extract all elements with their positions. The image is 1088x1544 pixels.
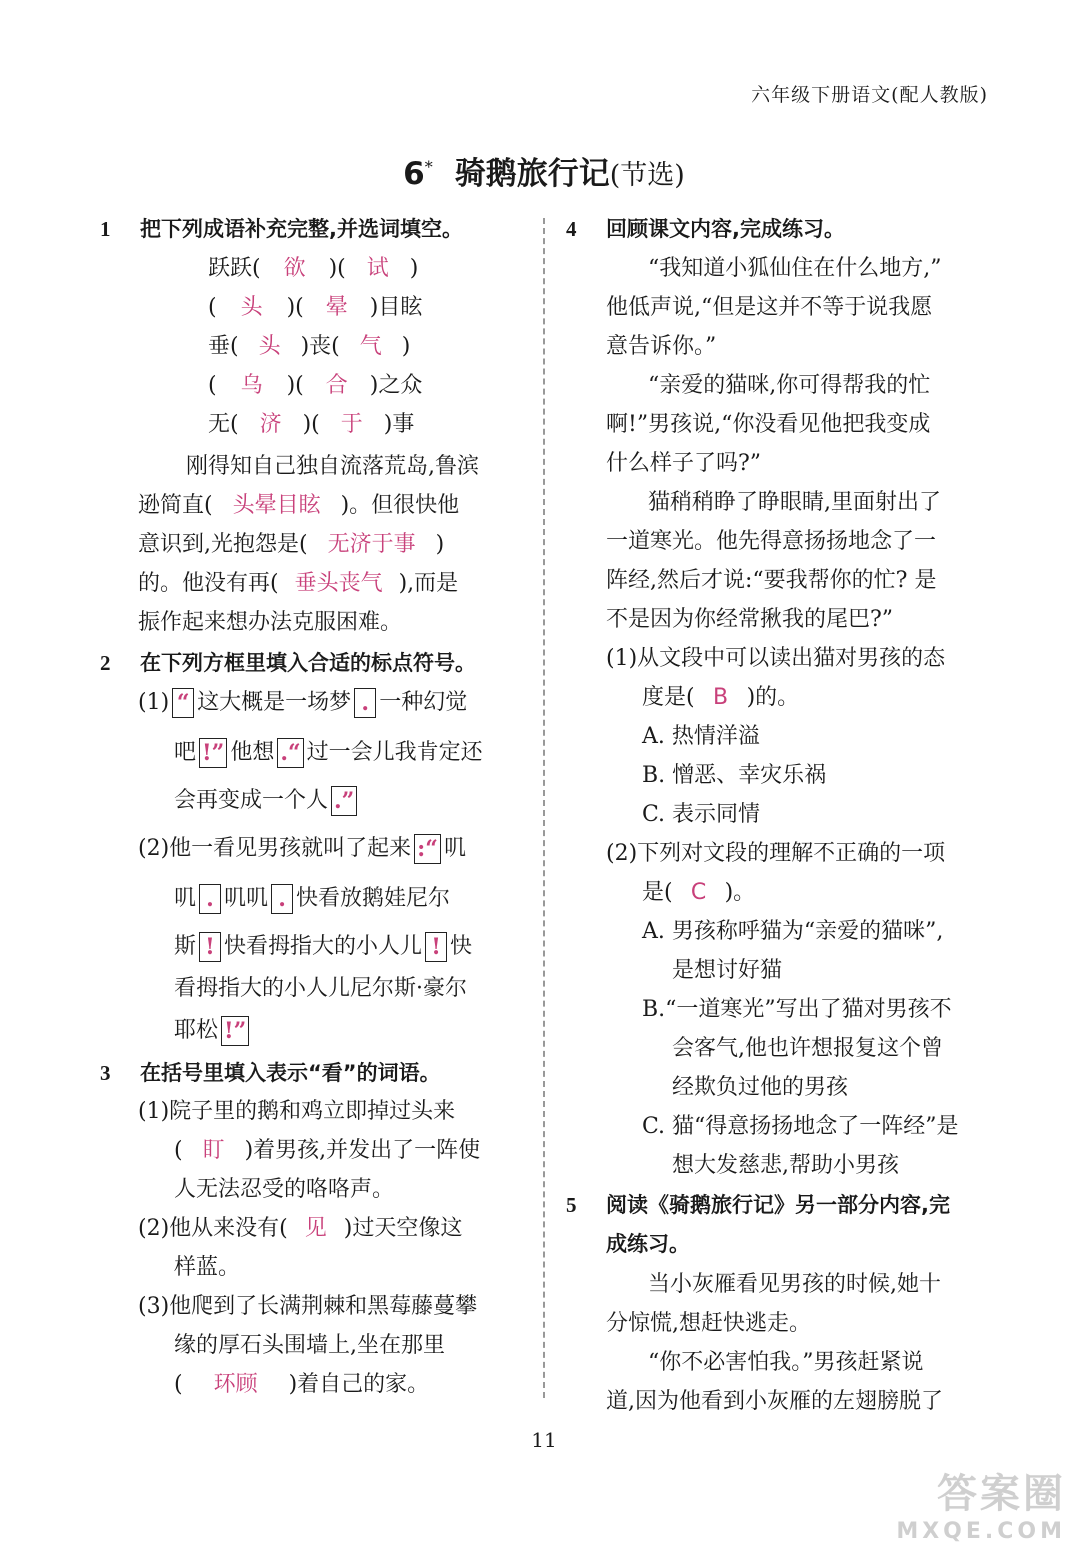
q5-heading-cont: 成练习。 xyxy=(606,1232,690,1256)
lesson-number: 6 xyxy=(403,156,425,192)
idiom-text: )目眩 xyxy=(369,295,423,320)
idiom-text: ) xyxy=(409,256,419,281)
column-divider xyxy=(543,218,545,1398)
fill-answer: 垂头丧气 xyxy=(294,571,383,596)
sentence-text: 快看拇指大的小人儿 xyxy=(224,934,423,959)
passage-line: “你不必害怕我。”男孩赶紧说 xyxy=(648,1350,924,1375)
idiom-answer: 济 xyxy=(259,412,282,437)
paragraph-text: )。但很快他 xyxy=(340,493,460,518)
page-number: 11 xyxy=(531,1428,557,1452)
choice-answer: B xyxy=(713,685,729,710)
sentence-text: 一种幻觉 xyxy=(379,690,468,715)
q2-line xyxy=(174,784,360,818)
paragraph-text: ) xyxy=(435,532,445,557)
q5-number: 5 xyxy=(566,1193,577,1217)
q2-line xyxy=(174,882,450,916)
punctuation-box xyxy=(271,884,293,914)
box-answer: “ xyxy=(176,690,190,716)
watermark-url: MXQE.COM xyxy=(896,1519,1066,1544)
idiom-text: )丧( xyxy=(300,334,340,359)
paragraph-text: 意识到,光抱怨是( xyxy=(138,532,308,557)
idiom-text: )( xyxy=(286,295,304,320)
box-answer: .“ xyxy=(280,740,301,766)
subquestion-line xyxy=(642,876,755,910)
q1-paragraph-line xyxy=(138,489,459,523)
q4-number: 4 xyxy=(566,217,577,241)
q2-line xyxy=(138,686,467,720)
q3-line xyxy=(174,1134,480,1168)
idiom-text: )( xyxy=(286,373,304,398)
q3-number: 3 xyxy=(100,1061,111,1085)
q1-number: 1 xyxy=(100,217,111,241)
fill-answer: 盯 xyxy=(202,1138,225,1163)
paragraph-text: 的。他没有再( xyxy=(138,571,279,596)
lesson-star: * xyxy=(424,157,433,177)
idiom-text: )( xyxy=(302,412,320,437)
fill-answer: 头晕目眩 xyxy=(232,493,321,518)
idiom-answer: 欲 xyxy=(283,256,306,281)
sentence-text: 斯 xyxy=(174,934,197,959)
sentence-text: )。 xyxy=(724,880,756,905)
fill-answer: 环顾 xyxy=(213,1372,258,1397)
sentence-text: 度是( xyxy=(642,685,695,710)
choice-answer: C xyxy=(690,880,707,905)
item-label: (1) xyxy=(138,690,170,715)
passage-line: 什么样子了吗?” xyxy=(606,451,762,476)
option-line: B.“一道寒光”写出了猫对男孩不 xyxy=(642,997,952,1022)
sentence-text: 他想 xyxy=(230,740,275,765)
box-answer: . xyxy=(361,690,370,716)
q2-line: 看拇指大的小人儿尼尔斯·豪尔 xyxy=(174,976,467,1001)
sentence-text: )过天空像这 xyxy=(343,1216,463,1241)
q2-instruction: 在下列方框里填入合适的标点符号。 xyxy=(140,651,476,675)
idiom-text: ( xyxy=(208,373,217,398)
passage-line: 道,因为他看到小灰雁的左翅膀脱了 xyxy=(606,1389,943,1414)
idiom-text: 垂( xyxy=(208,334,239,359)
box-answer: .” xyxy=(334,788,355,814)
q2-number: 2 xyxy=(100,651,111,675)
q3-line xyxy=(174,1368,429,1402)
option-line: A. 男孩称呼猫为“亲爱的猫咪”, xyxy=(642,919,944,944)
idiom-answer: 合 xyxy=(325,373,348,398)
idiom-answer: 于 xyxy=(340,412,363,437)
q4-heading xyxy=(566,212,845,246)
passage-line: 猫稍稍睁了睁眼睛,里面射出了 xyxy=(648,490,941,515)
q1-heading xyxy=(100,212,463,246)
passage-line: 分惊慌,想赶快逃走。 xyxy=(606,1311,811,1336)
punctuation-box xyxy=(199,932,221,962)
q3-heading xyxy=(100,1056,441,1090)
q5-heading xyxy=(566,1188,950,1222)
idiom-answer: 气 xyxy=(359,334,382,359)
punctuation-box xyxy=(331,786,357,816)
passage-line: 一道寒光。他先得意扬扬地念了一 xyxy=(606,529,937,554)
idiom-text: )之众 xyxy=(369,373,423,398)
idiom-answer: 晕 xyxy=(325,295,348,320)
idiom-row xyxy=(208,408,414,442)
option-line: 是想讨好猫 xyxy=(672,958,783,983)
q3-instruction: 在括号里填入表示“看”的词语。 xyxy=(140,1061,441,1085)
option-line: 经欺负过他的男孩 xyxy=(672,1075,849,1100)
idiom-row xyxy=(208,291,422,325)
idiom-text: ( xyxy=(208,295,217,320)
passage-line: “我知道小狐仙住在什么地方,” xyxy=(648,256,942,281)
sentence-text: 叽 xyxy=(174,886,197,911)
book-header: 六年级下册语文(配人教版) xyxy=(751,84,988,106)
lesson-subtitle: (节选) xyxy=(609,160,685,191)
option-line: 想大发慈悲,帮助小男孩 xyxy=(672,1153,899,1178)
sentence-text: 过一会儿我肯定还 xyxy=(306,740,483,765)
passage-line: 意告诉你。” xyxy=(606,334,717,359)
q1-paragraph-line xyxy=(138,528,444,562)
fill-answer: 见 xyxy=(304,1216,327,1241)
passage-line: 不是因为你经常揪我的尾巴?” xyxy=(606,607,894,632)
fill-answer: 无济于事 xyxy=(327,532,416,557)
idiom-text: )( xyxy=(328,256,346,281)
box-answer: :“ xyxy=(417,836,438,862)
idiom-text: 跃跃( xyxy=(208,256,261,281)
subquestion-line: (1)从文段中可以读出猫对男孩的态 xyxy=(606,646,946,671)
punctuation-box xyxy=(414,834,441,864)
punctuation-box xyxy=(221,1016,249,1046)
option-line: C. 表示同情 xyxy=(642,802,761,827)
sentence-text: 会再变成一个人 xyxy=(174,788,329,813)
watermark-logo: 答案圈 xyxy=(937,1471,1066,1517)
sentence-text: )的。 xyxy=(746,685,800,710)
q1-instruction: 把下列成语补充完整,并选词填空。 xyxy=(140,217,463,241)
q1-paragraph-line xyxy=(138,567,458,601)
paragraph-text: ),而是 xyxy=(398,571,459,596)
idiom-text: ) xyxy=(401,334,411,359)
box-answer: . xyxy=(278,886,286,912)
idiom-answer: 乌 xyxy=(240,373,263,398)
passage-line: 当小灰雁看见男孩的时候,她十 xyxy=(648,1272,941,1297)
sentence-text: )着男孩,并发出了一阵使 xyxy=(244,1138,481,1163)
sentence-text: 耶松 xyxy=(174,1018,219,1043)
option-line: 会客气,他也许想报复这个曾 xyxy=(672,1036,943,1061)
subquestion-line xyxy=(642,681,799,715)
lesson-name: 骑鹅旅行记 xyxy=(454,156,610,192)
sentence-text: 叽 xyxy=(443,836,466,861)
passage-line: 啊!”男孩说,“你没看见他把我变成 xyxy=(606,412,931,437)
sentence-text: ( xyxy=(174,1372,183,1397)
punctuation-box xyxy=(199,738,227,768)
box-answer: . xyxy=(206,886,214,912)
sentence-text: 是( xyxy=(642,880,673,905)
q1-paragraph-line: 刚得知自己独自流落荒岛,鲁滨 xyxy=(186,454,479,479)
paragraph-text: 逊简直( xyxy=(138,493,213,518)
watermark xyxy=(896,1462,1066,1544)
box-answer: !” xyxy=(202,740,225,766)
passage-line: 阵经,然后才说:“要我帮你的忙? 是 xyxy=(606,568,937,593)
idiom-answer: 试 xyxy=(366,256,389,281)
q2-line xyxy=(138,832,466,866)
box-answer: ! xyxy=(205,934,215,960)
q2-line xyxy=(174,736,483,770)
box-answer: !” xyxy=(224,1018,247,1044)
q2-heading xyxy=(100,646,476,680)
q3-line: (1)院子里的鹅和鸡立即掉过头来 xyxy=(138,1099,456,1124)
q3-line: 样蓝。 xyxy=(174,1255,241,1280)
sentence-text: (2)他一看见男孩就叫了起来 xyxy=(138,836,412,861)
punctuation-box xyxy=(172,688,194,718)
subquestion-line: (2)下列对文段的理解不正确的一项 xyxy=(606,841,946,866)
q5-instruction: 阅读《骑鹅旅行记》另一部分内容,完 xyxy=(606,1193,950,1217)
q3-line xyxy=(138,1212,462,1246)
passage-line: “亲爱的猫咪,你可得帮我的忙 xyxy=(648,373,931,398)
sentence-text: 叽叽 xyxy=(224,886,269,911)
idiom-text: 无( xyxy=(208,412,239,437)
idiom-answer: 头 xyxy=(240,295,263,320)
sentence-text: )着自己的家。 xyxy=(288,1372,430,1397)
idiom-row xyxy=(208,369,422,403)
punctuation-box xyxy=(277,738,303,768)
option-line: A. 热情洋溢 xyxy=(642,724,760,749)
q3-line: 人无法忍受的咯咯声。 xyxy=(174,1177,395,1202)
sentence-text: ( xyxy=(174,1138,183,1163)
q2-line xyxy=(174,1014,252,1048)
sentence-text: (2)他从来没有( xyxy=(138,1216,288,1241)
option-line: B. 憎恶、幸灾乐祸 xyxy=(642,763,827,788)
punctuation-box xyxy=(354,688,376,718)
q3-line: 缘的厚石头围墙上,坐在那里 xyxy=(174,1333,445,1358)
sentence-text: 快 xyxy=(450,934,473,959)
box-answer: ! xyxy=(431,934,441,960)
passage-line: 他低声说,“但是这并不等于说我愿 xyxy=(606,295,933,320)
sentence-text: 快看放鹅娃尼尔 xyxy=(296,886,451,911)
punctuation-box xyxy=(425,932,447,962)
sentence-text: 吧 xyxy=(174,740,197,765)
q4-instruction: 回顾课文内容,完成练习。 xyxy=(606,217,845,241)
idiom-answer: 头 xyxy=(258,334,281,359)
q1-paragraph-line: 振作起来想办法克服困难。 xyxy=(138,610,403,635)
idiom-text: )事 xyxy=(383,412,415,437)
sentence-text: 这大概是一场梦 xyxy=(197,690,352,715)
q2-line xyxy=(174,930,472,964)
option-line: C. 猫“得意扬扬地念了一阵经”是 xyxy=(642,1114,959,1139)
punctuation-box xyxy=(199,884,221,914)
idiom-row xyxy=(208,252,418,286)
lesson-title xyxy=(0,148,1088,193)
idiom-row xyxy=(208,330,410,364)
q3-line: (3)他爬到了长满荆棘和黑莓藤蔓攀 xyxy=(138,1294,478,1319)
